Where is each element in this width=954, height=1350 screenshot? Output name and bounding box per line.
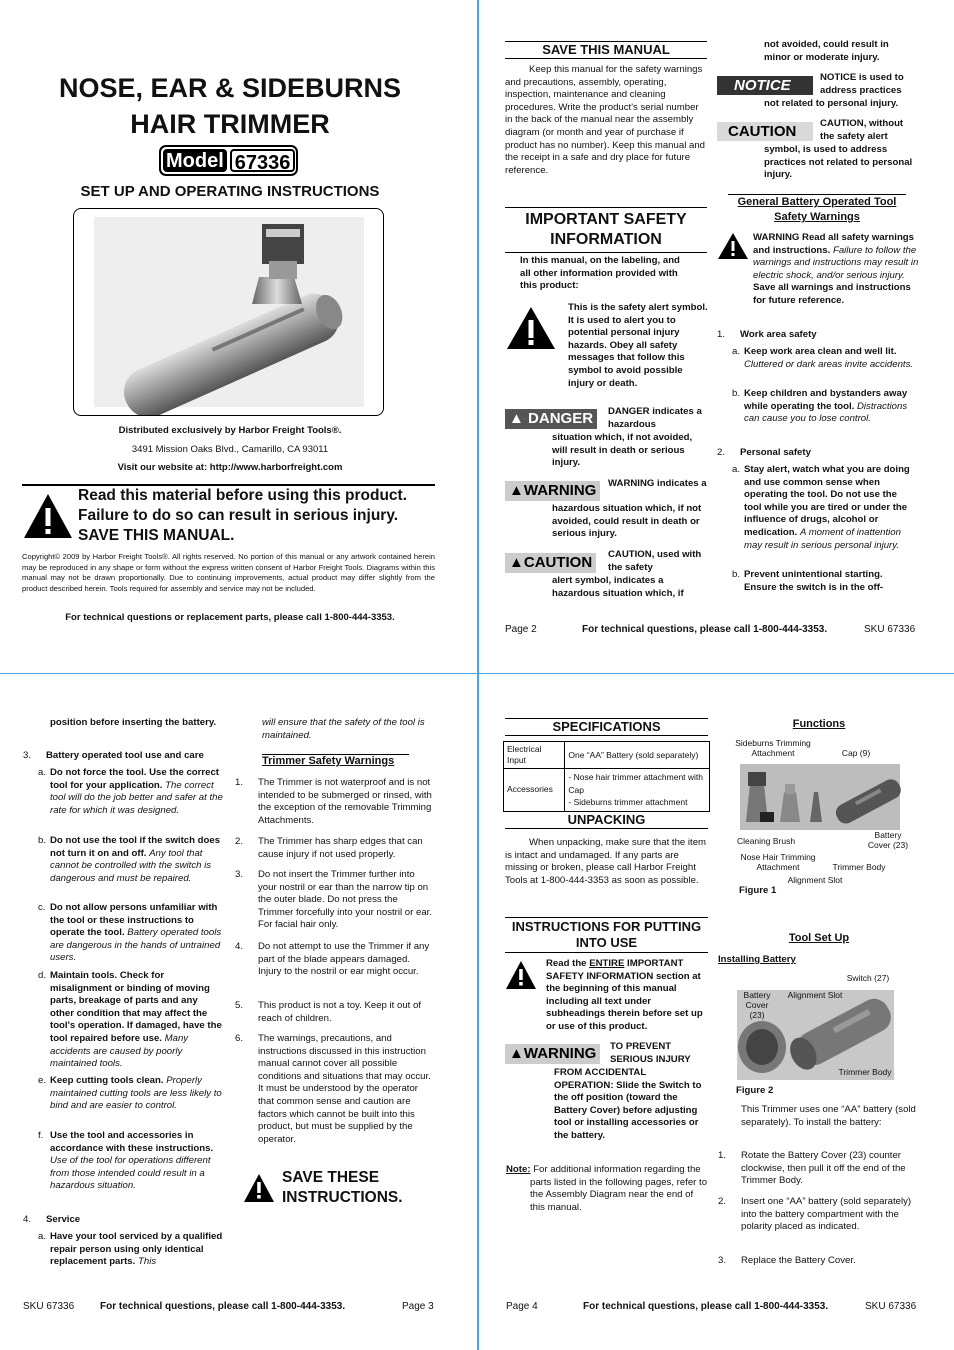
table-row xyxy=(504,769,710,812)
caution-notext-badge: CAUTION xyxy=(717,122,813,141)
battery-step-1: Rotate the Battery Cover (23) counter clockwise, then pull it off the end of the Trimmer Body. xyxy=(741,1150,906,1187)
w1b: Keep children and bystanders away while operating the tool. Distractions can cause you to lose control. xyxy=(744,388,908,425)
t4: Do not attempt to use the Trimmer if any part of the blade appears damaged. Injury to the nostril or ear might occur. xyxy=(258,941,430,978)
alert-icon: ▲ xyxy=(509,410,524,427)
save-manual-heading: SAVE THIS MANUAL xyxy=(505,41,707,59)
symbol-text: This is the safety alert symbol. It is used to alert you to potential personal injury hazards. Obey all safety messages that follow this symbol to avoid possible injury or death. xyxy=(568,302,708,389)
save-manual-text: Keep this manual for the safety warnings and precautions, assembly, operating, inspection, maintenance and cleaning procedures. Write the product's serial number in the back of the manual near the assembly diagram (or month and year of purchase if product has no number). Keep this manual and the receipt in a safe and dry place for future reference. xyxy=(505,64,705,176)
item-number: 5. xyxy=(235,1000,244,1011)
alert-icon: ▲ xyxy=(509,554,524,571)
item-number: 3. xyxy=(235,869,244,880)
w1a: Keep work area clean and well lit. Cluttered or dark areas invite accidents. xyxy=(744,346,914,370)
spec-value: One “AA” Battery (sold separately) xyxy=(565,742,710,769)
notice-text-a: NOTICE is used to address practices xyxy=(820,72,904,96)
item-letter: a. xyxy=(732,346,741,357)
item-letter: b. xyxy=(732,569,741,580)
warning-text-b: hazardous situation which, if not avoided, could result in death or serious injury. xyxy=(552,503,702,540)
copyright: Copyright© 2009 by Harbor Freight Tools®. All rights reserved. No portion of this manual or any artwork contained herein may be reproduced in any shape or form without the express written consent of Harbor Freight Tools. Diagrams within this manual may not be drawn proportionally. Due to continuing improvements, actual product may differ slightly from the product described herein. Tools required for assembly and service may not be included. xyxy=(22,552,435,594)
item-letter: b. xyxy=(732,388,741,399)
general-warning: WARNING Read all safety warnings and instructions. Failure to follow the warnings and instructions may result in electric shock, and/or serious injury. Save all warnings and instructions for future reference. xyxy=(753,232,919,306)
footer-page: Page 2 xyxy=(505,624,537,635)
item-number: 4. xyxy=(23,1214,32,1225)
general-safety-heading: General Battery Operated Tool Safety Warnings xyxy=(737,196,897,223)
trimmer-image xyxy=(74,209,383,415)
caution-text-b: alert symbol, indicates a hazardous situation which, if xyxy=(552,575,684,599)
title-line-1: NOSE, EAR & SIDEBURNS xyxy=(58,73,402,103)
caution-continued: not avoided, could result in minor or moderate injury. xyxy=(764,39,889,63)
footer-sku: SKU 67336 xyxy=(864,624,916,635)
spec-key: Accessories xyxy=(504,769,565,812)
item-letter: b. xyxy=(38,835,47,846)
address: 3491 Mission Oaks Blvd., Camarillo, CA 93011 xyxy=(131,444,329,455)
item-number: 1. xyxy=(717,329,726,340)
fig2-alignment-label: Alignment Slot xyxy=(784,990,846,1000)
s3e: Keep cutting tools clean. Properly maintained cutting tools are less likely to bind and are easier to control. xyxy=(50,1075,222,1112)
isi-intro: In this manual, on the labeling, and all other information provided with this product: xyxy=(520,255,680,292)
warning-triangle-icon xyxy=(505,960,537,990)
service-heading: Service xyxy=(46,1214,81,1225)
caution-text-a: CAUTION, used with the safety xyxy=(608,549,702,573)
fig1-sideburns-label: Sideburns Trimming Attachment xyxy=(735,738,811,758)
trimmer-safety-heading: Trimmer Safety Warnings xyxy=(262,755,395,767)
footer-tech: For technical questions, please call 1-800-444-3353. xyxy=(583,1301,829,1312)
caution2-text-a: CAUTION, without the safety alert xyxy=(820,118,904,142)
model-box xyxy=(159,145,298,176)
warn-text-a: TO PREVENT SERIOUS INJURY xyxy=(610,1041,691,1065)
save-instructions: SAVE THESE INSTRUCTIONS. xyxy=(282,1169,403,1206)
battery-step-2: Insert one “AA” battery (sold separately) into the battery compartment with the polarity placed as indicated. xyxy=(741,1196,912,1233)
putting-into-use-heading: INSTRUCTIONS FOR PUTTING INTO USE xyxy=(505,917,708,953)
warn-text-b: FROM ACCIDENTAL OPERATION: Slide the Switch to the off position (toward the Battery Cover) before adjusting tool or installing accessories or the battery. xyxy=(554,1067,702,1141)
w2b: Prevent unintentional starting. Ensure the switch is in the off- xyxy=(744,569,884,593)
fig2-switch-label: Switch (27) xyxy=(846,973,890,983)
alert-icon: ▲ xyxy=(509,1045,524,1062)
footer-page: Page 3 xyxy=(402,1301,434,1312)
note: Note: For additional information regarding the parts listed in the following pages, refer to the Assembly Diagram near the end of this manual. xyxy=(506,1164,708,1213)
service-continued: will ensure that the safety of the tool is maintained. xyxy=(262,717,425,741)
item-number: 1. xyxy=(235,777,244,788)
item-number: 1. xyxy=(718,1150,727,1161)
item-number: 2. xyxy=(717,447,726,458)
caution2-text-b: symbol, is used to address practices not related to personal injury. xyxy=(764,144,913,181)
item-number: 3. xyxy=(23,750,32,761)
notice-badge: NOTICE xyxy=(717,76,813,95)
caution-badge: ▲CAUTION xyxy=(505,553,596,573)
item-letter: f. xyxy=(38,1130,44,1141)
t1: The Trimmer is not waterproof and is not intended to be submerged or rinsed, with the exception of the removable Trimming Attachments. xyxy=(258,777,432,826)
footer-sku: SKU 67336 xyxy=(23,1301,75,1312)
distributed-by: Distributed exclusively by Harbor Freight Tools®. xyxy=(118,425,342,436)
s3f: Use the tool and accessories in accordance with these instructions. Use of the tool for operations different from those intended could result in a hazardous situation. xyxy=(50,1130,214,1192)
important-safety-heading: IMPORTANT SAFETY INFORMATION xyxy=(505,207,707,253)
main-warning: Read this material before using this product. Failure to do so can result in serious injury. SAVE THIS MANUAL. xyxy=(78,487,407,544)
footer-tech: For technical questions, please call 1-800-444-3353. xyxy=(100,1301,346,1312)
t6: The warnings, precautions, and instructions discussed in this instruction manual cannot cover all possible conditions and situations that may occur. It must be understood by the operator that common sense and caution are factors which cannot be built into this product, but must be supplied by the operator. xyxy=(258,1033,431,1145)
warning-text-a: WARNING indicates a xyxy=(608,478,707,489)
spec-value: - Nose hair trimmer attachment with Cap - Sideburns trimmer attachment xyxy=(565,769,710,812)
tech-questions: For technical questions or replacement parts, please call 1-800-444-3353. xyxy=(65,612,395,623)
item-number: 2. xyxy=(718,1196,727,1207)
model-word: Model xyxy=(163,149,227,172)
ipu-text: Read the ENTIRE IMPORTANT SAFETY INFORMATION section at the beginning of this manual including all text under subheadings therein before set up or use of this product. xyxy=(546,958,703,1032)
s3c: Do not allow persons unfamiliar with the tool or these instructions to operate the tool. Battery operated tools are dangerous in the hands of untrained users. xyxy=(50,902,222,964)
danger-text-a: DANGER indicates a hazardous xyxy=(608,406,702,430)
warning-triangle-icon xyxy=(717,232,749,260)
danger-badge: ▲ DANGER xyxy=(505,409,597,429)
t5: This product is not a toy. Keep it out of reach of children. xyxy=(258,1000,422,1024)
table-row xyxy=(504,742,710,769)
s3d: Maintain tools. Check for misalignment or binding of moving parts, breakage of parts and any other condition that may affect the tool's operation. If damaged, have the tool repaired before use. Many accidents are caused by poorly maintained tools. xyxy=(50,970,222,1070)
alert-icon: ▲ xyxy=(509,482,524,499)
tool-use-heading: Battery operated tool use and care xyxy=(46,750,204,761)
figure-2-caption: Figure 2 xyxy=(736,1085,774,1096)
s3a: Do not force the tool. Use the correct tool for your application. The correct tool will do the job better and safer at the rate for which it was designed. xyxy=(50,767,223,816)
s4a: Have your tool serviced by a qualified repair person using only identical replacement parts. This xyxy=(50,1231,223,1268)
s3b: Do not use the tool if the switch does not turn it on and off. Any tool that cannot be controlled with the switch is dangerous and must be repaired. xyxy=(50,835,221,884)
fig1-nose-label: Nose Hair Trimming Attachment xyxy=(740,852,816,872)
warning-triangle-icon xyxy=(22,492,74,540)
item-letter: a. xyxy=(732,464,741,475)
continued-text: position before inserting the battery. xyxy=(50,717,217,728)
t3: Do not insert the Trimmer further into your nostril or ear than the narrow tip on the outer blade. Do not press the Trimmer forcefully into your nostril or ear. For facial hair only. xyxy=(258,869,432,931)
functions-heading: Functions xyxy=(792,718,846,730)
item-letter: a. xyxy=(38,767,47,778)
safety-alert-icon xyxy=(505,305,557,351)
tool-setup-heading: Tool Set Up xyxy=(788,932,850,944)
fig1-cap-label: Cap (9) xyxy=(841,748,871,758)
model-number: 67336 xyxy=(230,149,296,172)
spec-table xyxy=(503,741,710,812)
footer-tech: For technical questions, please call 1-800-444-3353. xyxy=(582,624,828,635)
item-letter: e. xyxy=(38,1075,47,1086)
item-number: 3. xyxy=(718,1255,727,1266)
fig2-trimmer-body-label: Trimmer Body xyxy=(836,1067,894,1077)
item-letter: c. xyxy=(38,902,46,913)
figure-1-caption: Figure 1 xyxy=(739,885,777,896)
work-area-heading: Work area safety xyxy=(740,329,817,340)
battery-step-3: Replace the Battery Cover. xyxy=(741,1255,856,1266)
item-number: 2. xyxy=(235,836,244,847)
item-number: 6. xyxy=(235,1033,244,1044)
vertical-divider xyxy=(477,0,479,1350)
spec-key: Electrical Input xyxy=(504,742,565,769)
item-number: 4. xyxy=(235,941,244,952)
specifications-heading: SPECIFICATIONS xyxy=(505,718,708,736)
unpacking-text: When unpacking, make sure that the item is intact and undamaged. If any parts are missing or broken, please call Harbor Freight Tools at 1-800-444-3353 as soon as possible. xyxy=(505,837,707,886)
warning-badge: ▲WARNING xyxy=(505,481,600,501)
fig1-battery-cover-label: Battery Cover (23) xyxy=(867,830,909,850)
fig2-battery-cover-label: Battery Cover (23) xyxy=(737,990,777,1020)
product-image-frame xyxy=(73,208,384,416)
installing-battery-heading: Installing Battery xyxy=(718,954,796,965)
warning-badge: ▲WARNING xyxy=(505,1044,600,1064)
w2a: Stay alert, watch what you are doing and use common sense when operating the tool. Do not use the tool while you are tired or under the influence of drugs, alcohol or medication. A moment of inattention may result in serious personal injury. xyxy=(744,464,910,551)
personal-safety-heading: Personal safety xyxy=(740,447,811,458)
fig1-trimmer-body-label: Trimmer Body xyxy=(832,862,886,872)
item-letter: d. xyxy=(38,970,47,981)
fig1-alignment-label: Alignment Slot xyxy=(787,875,843,885)
danger-text-b: situation which, if not avoided, will result in death or serious injury. xyxy=(552,432,693,469)
warning-triangle-icon xyxy=(243,1173,275,1203)
t2: The Trimmer has sharp edges that can cause injury if not used properly. xyxy=(258,836,423,860)
website: Visit our website at: http://www.harborfreight.com xyxy=(117,462,343,473)
subtitle: SET UP AND OPERATING INSTRUCTIONS xyxy=(80,183,380,200)
footer-sku: SKU 67336 xyxy=(865,1301,917,1312)
unpacking-heading: UNPACKING xyxy=(505,811,708,829)
figure-1-image xyxy=(738,762,903,832)
footer-page: Page 4 xyxy=(506,1301,538,1312)
title-line-2: HAIR TRIMMER xyxy=(130,109,330,139)
horizontal-divider xyxy=(0,673,954,674)
battery-intro: This Trimmer uses one “AA” battery (sold separately). To install the battery: xyxy=(741,1104,916,1128)
item-letter: a. xyxy=(38,1231,47,1242)
notice-text-b: not related to personal injury. xyxy=(764,98,899,109)
fig1-cleaning-brush-label: Cleaning Brush xyxy=(736,836,796,846)
